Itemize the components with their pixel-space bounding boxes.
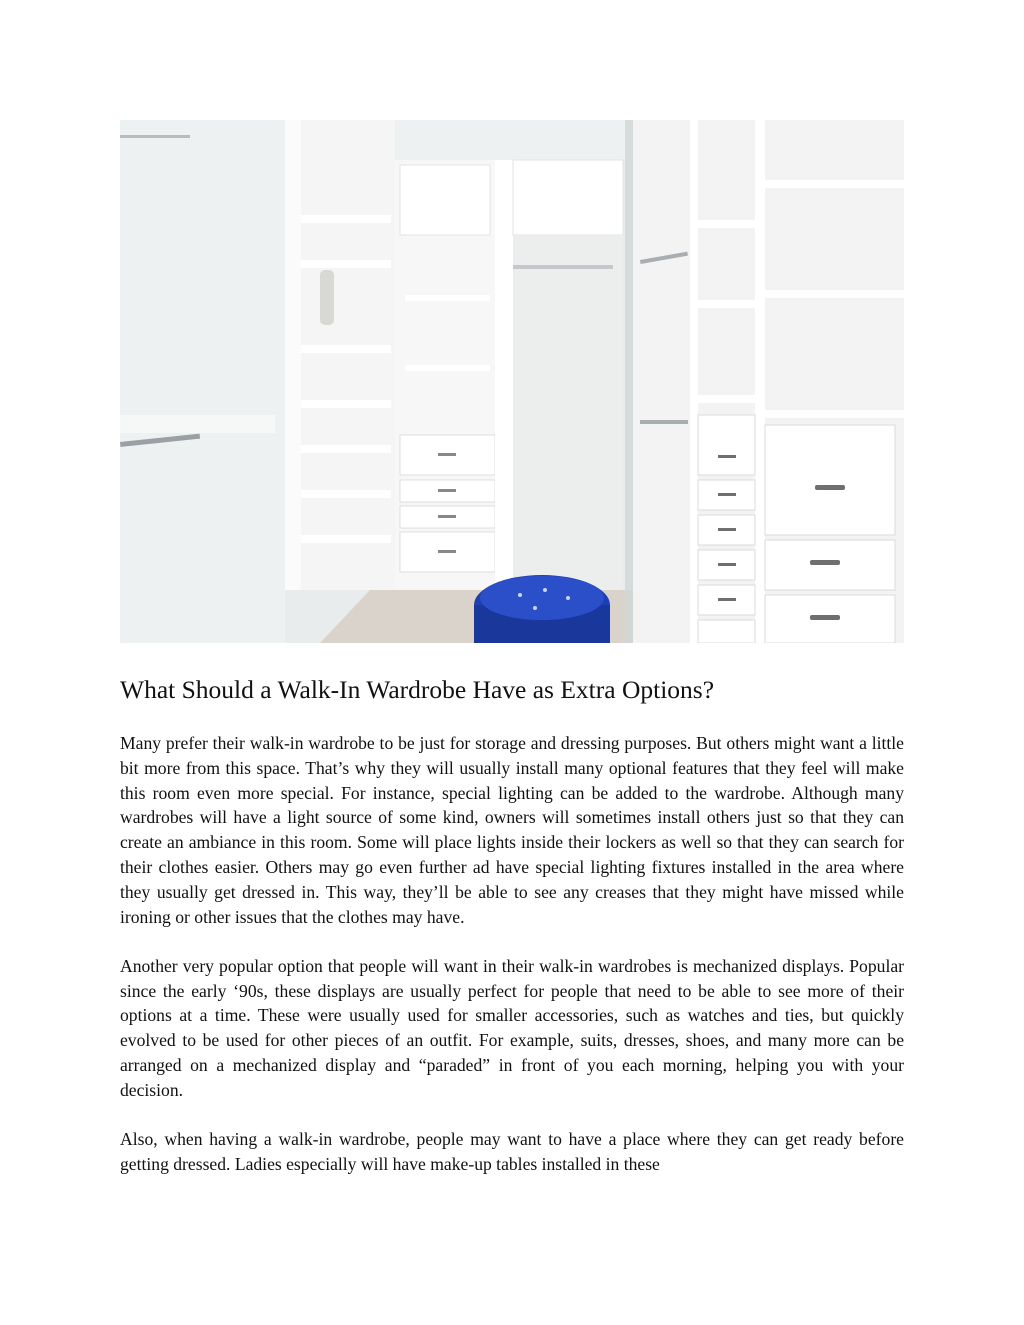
article-body [120, 731, 904, 1201]
wardrobe-photo [120, 120, 904, 643]
paragraph: Another very popular option that people will want in their walk-in wardrobes is mechanized displays. Popular since the early ‘90s, these displays are usually perfect for people that need to be able to see more of their options at a time. These were usually used for smaller accessories, such as watches and ties, but quickly evolved to be used for other pieces of an outfit. For example, suits, dresses, shoes, and many more can be arranged on a mechanized display and “paraded” in front of you each morning, helping you with your decision. [120, 955, 904, 1100]
paragraph: Also, when having a walk-in wardrobe, people may want to have a place where they can get ready before getting dressed. Ladies especially will have make-up tables installed in these [120, 1129, 904, 1174]
section-heading: What Should a Walk-In Wardrobe Have as Extra Options? [120, 675, 715, 704]
walk-in-wardrobe-illustration [120, 120, 904, 643]
paragraph: Many prefer their walk-in wardrobe to be just for storage and dressing purposes. But others might want a little bit more from this space. That’s why they will usually install many optional features that they feel will make this room even more special. For instance, special lighting can be added to the wardrobe. Although many wardrobes will have a light source of some kind, owners will sometimes install others just so that they can create an ambiance in this room. Some will place lights inside their lockers as well so that they can search for their clothes easier. Others may go even further ad have special lighting fixtures installed in the area where they usually get dressed in. This way, they’ll be able to see any creases that they might have missed while ironing or other issues that the clothes may have. [120, 733, 904, 927]
